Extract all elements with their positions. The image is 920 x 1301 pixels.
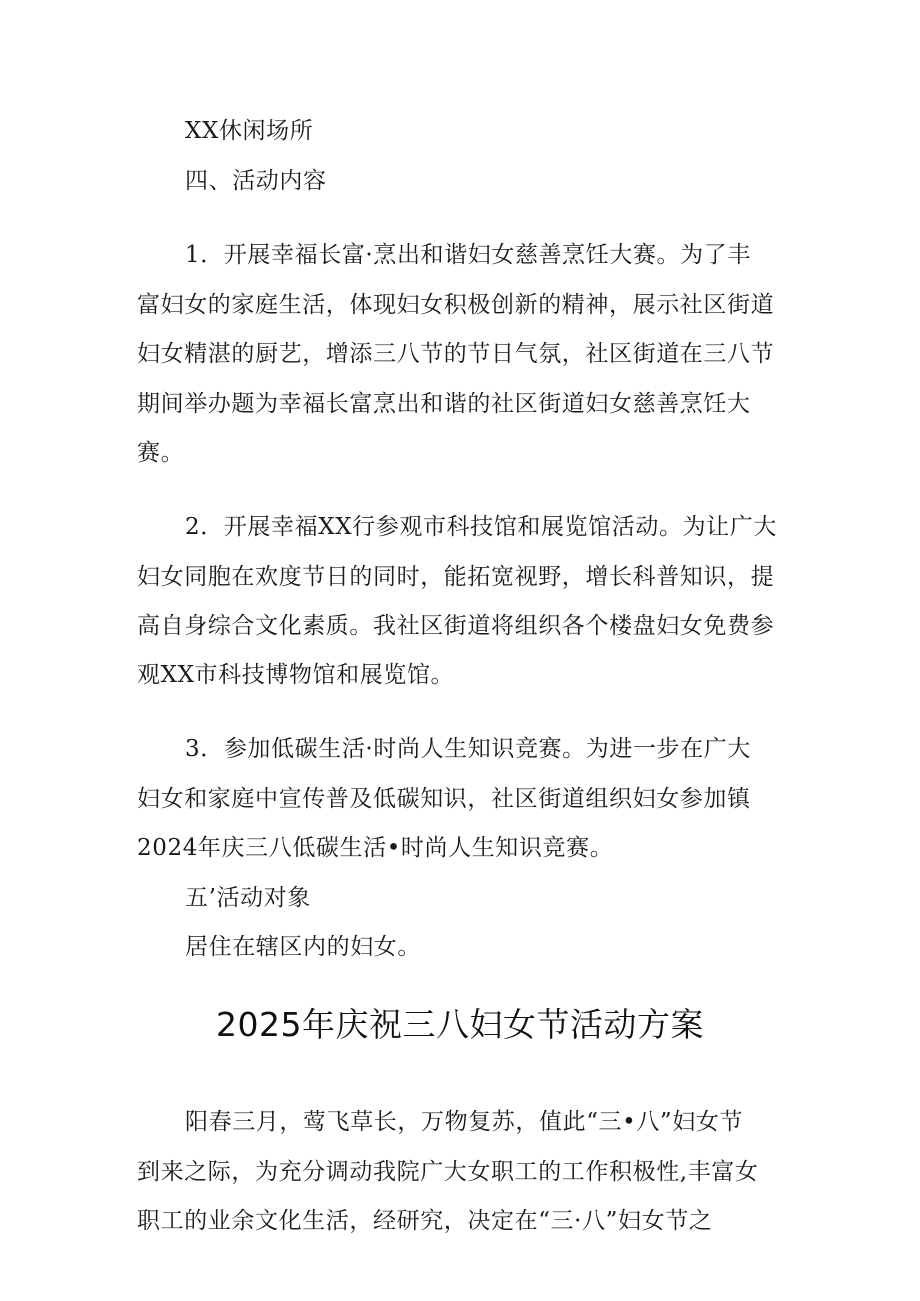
item2-line: 高自身综合文化素质。我社区街道将组织各个楼盘妇女免费参 (137, 613, 775, 639)
item2-line: 观XX市科技博物馆和展览馆。 (137, 662, 455, 688)
item1-line: 赛。 (137, 440, 185, 466)
item3-line: 3．参加低碳生活·时尚人生知识竞赛。为进一步在广大 (185, 736, 751, 762)
section5-heading: 五’活动对象 (185, 885, 311, 911)
item1-line: 期间举办题为幸福长富烹出和谐的社区街道妇女慈善烹饪大 (137, 391, 751, 417)
item3-line: 妇女和家庭中宣传普及低碳知识，社区街道组织妇女参加镇 (137, 786, 751, 812)
section5-text: 居住在辖区内的妇女。 (185, 934, 421, 960)
intro-line: 到来之际，为充分调动我院广大女职工的工作积极性,丰富女 (137, 1159, 759, 1185)
venue-line: XX休闲场所 (185, 118, 314, 144)
item1-line: 1．开展幸福长富·烹出和谐妇女慈善烹饪大赛。为了丰 (185, 242, 751, 268)
item2-line: 2．开展幸福XX行参观市科技馆和展览馆活动。为让广大 (185, 514, 777, 540)
item1-line: 富妇女的家庭生活，体现妇女积极创新的精神，展示社区街道 (137, 292, 775, 318)
document-title: 2025年庆祝三八妇女节活动方案 (216, 1005, 704, 1044)
intro-line: 职工的业余文化生活，经研究，决定在“三·八”妇女节之 (137, 1208, 713, 1234)
item1-line: 妇女精湛的厨艺，增添三八节的节日气氛，社区街道在三八节 (137, 341, 775, 367)
item3-line: 2024年庆三八低碳生活•时尚人生知识竞赛。 (137, 835, 614, 861)
intro-line: 阳春三月，莺飞草长，万物复苏，值此“三•八”妇女节 (185, 1109, 744, 1135)
section4-heading: 四、活动内容 (185, 168, 327, 194)
item2-line: 妇女同胞在欢度节日的同时，能拓宽视野，增长科普知识，提 (137, 564, 775, 590)
